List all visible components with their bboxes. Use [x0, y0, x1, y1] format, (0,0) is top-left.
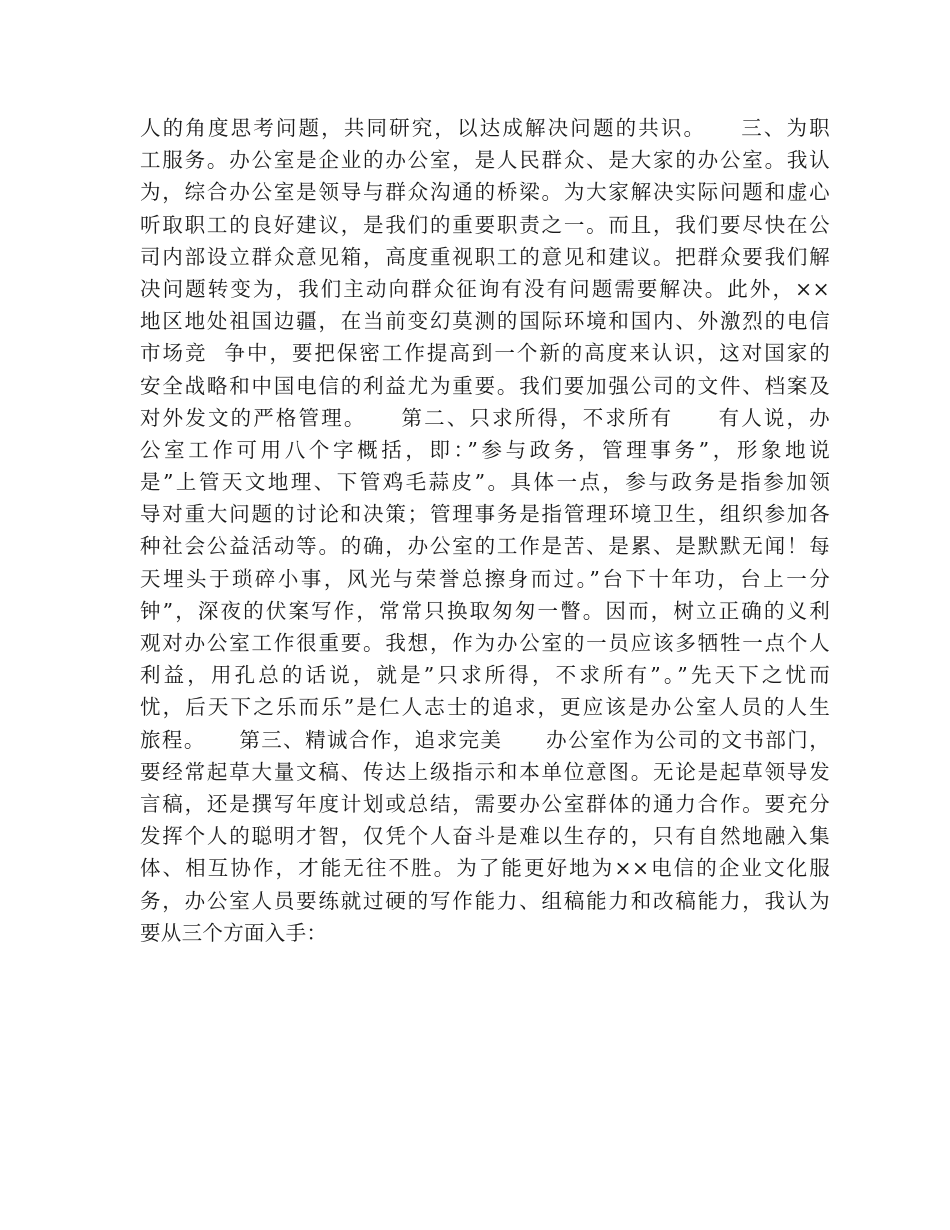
- text-line: 要从三个方面入手：: [140, 920, 328, 945]
- text-line: 言稿，还是撰写年度计划或总结，需要办公室群体的通力合作。要充分: [140, 791, 830, 816]
- text-line: 司内部设立群众意见箱，高度重视职工的意见和建议。把群众要我们解: [140, 244, 830, 269]
- text-line: 导对重大问题的讨论和决策；管理事务是指管理环境卫生，组织参加各: [140, 502, 830, 527]
- text-line: 天埋头于琐碎小事，风光与荣誉总擦身而过。”台下十年功，台上一分: [140, 566, 830, 591]
- body-text: [140, 112, 830, 949]
- text-line: 体、相互协作，才能无往不胜。为了能更好地为××电信的企业文化服: [140, 856, 830, 881]
- text-line: 发挥个人的聪明才智，仅凭个人奋斗是难以生存的，只有自然地融入集: [140, 824, 830, 849]
- text-line: 地区地处祖国边疆，在当前变幻莫测的国际环境和国内、外激烈的电信: [140, 309, 830, 334]
- text-line: 公室工作可用八个字概括，即：”参与政务，管理事务”，形象地说: [140, 437, 830, 462]
- text-line: 忧，后天下之乐而乐”是仁人志士的追求，更应该是办公室人员的人生: [140, 695, 830, 720]
- text-line: 观对办公室工作很重要。我想，作为办公室的一员应该多牺牲一点个人: [140, 631, 830, 655]
- text-line: 决问题转变为，我们主动向群众征询有没有问题需要解决。此外，××: [140, 276, 830, 301]
- text-line: 人的角度思考问题，共同研究，以达成解决问题的共识。 三、为职: [140, 116, 830, 140]
- text-line: 市场竞 争中，要把保密工作提高到一个新的高度来认识，这对国家的: [140, 341, 830, 366]
- text-line: 安全战略和中国电信的利益尤为重要。我们要加强公司的文件、档案及: [140, 373, 830, 398]
- text-line: 钟”，深夜的伏案写作，常常只换取匆匆一瞥。因而，树立正确的义利: [140, 598, 830, 623]
- text-line: 为，综合办公室是领导与群众沟通的桥梁。为大家解决实际问题和虚心: [140, 180, 830, 205]
- text-line: 是”上管天文地理、下管鸡毛蒜皮”。具体一点，参与政务是指参加领: [140, 470, 830, 495]
- text-line: 要经常起草大量文稿、传达上级指示和本单位意图。无论是起草领导发: [140, 759, 830, 784]
- text-line: 旅程。 第三、精诚合作，追求完美 办公室作为公司的文书部门，: [140, 727, 830, 752]
- text-line: 工服务。办公室是企业的办公室，是人民群众、是大家的办公室。我认: [140, 148, 830, 173]
- text-line: 种社会公益活动等。的确，办公室的工作是苦、是累、是默默无闻！每: [140, 534, 830, 559]
- text-line: 利益，用孔总的话说，就是”只求所得，不求所有”。”先天下之忧而: [140, 663, 830, 688]
- text-line: 对外发文的严格管理。 第二、只求所得，不求所有 有人说，办: [140, 405, 830, 430]
- text-line: 听取职工的良好建议，是我们的重要职责之一。而且，我们要尽快在公: [140, 212, 830, 237]
- text-line: 务，办公室人员要练就过硬的写作能力、组稿能力和改稿能力，我认为: [140, 888, 830, 913]
